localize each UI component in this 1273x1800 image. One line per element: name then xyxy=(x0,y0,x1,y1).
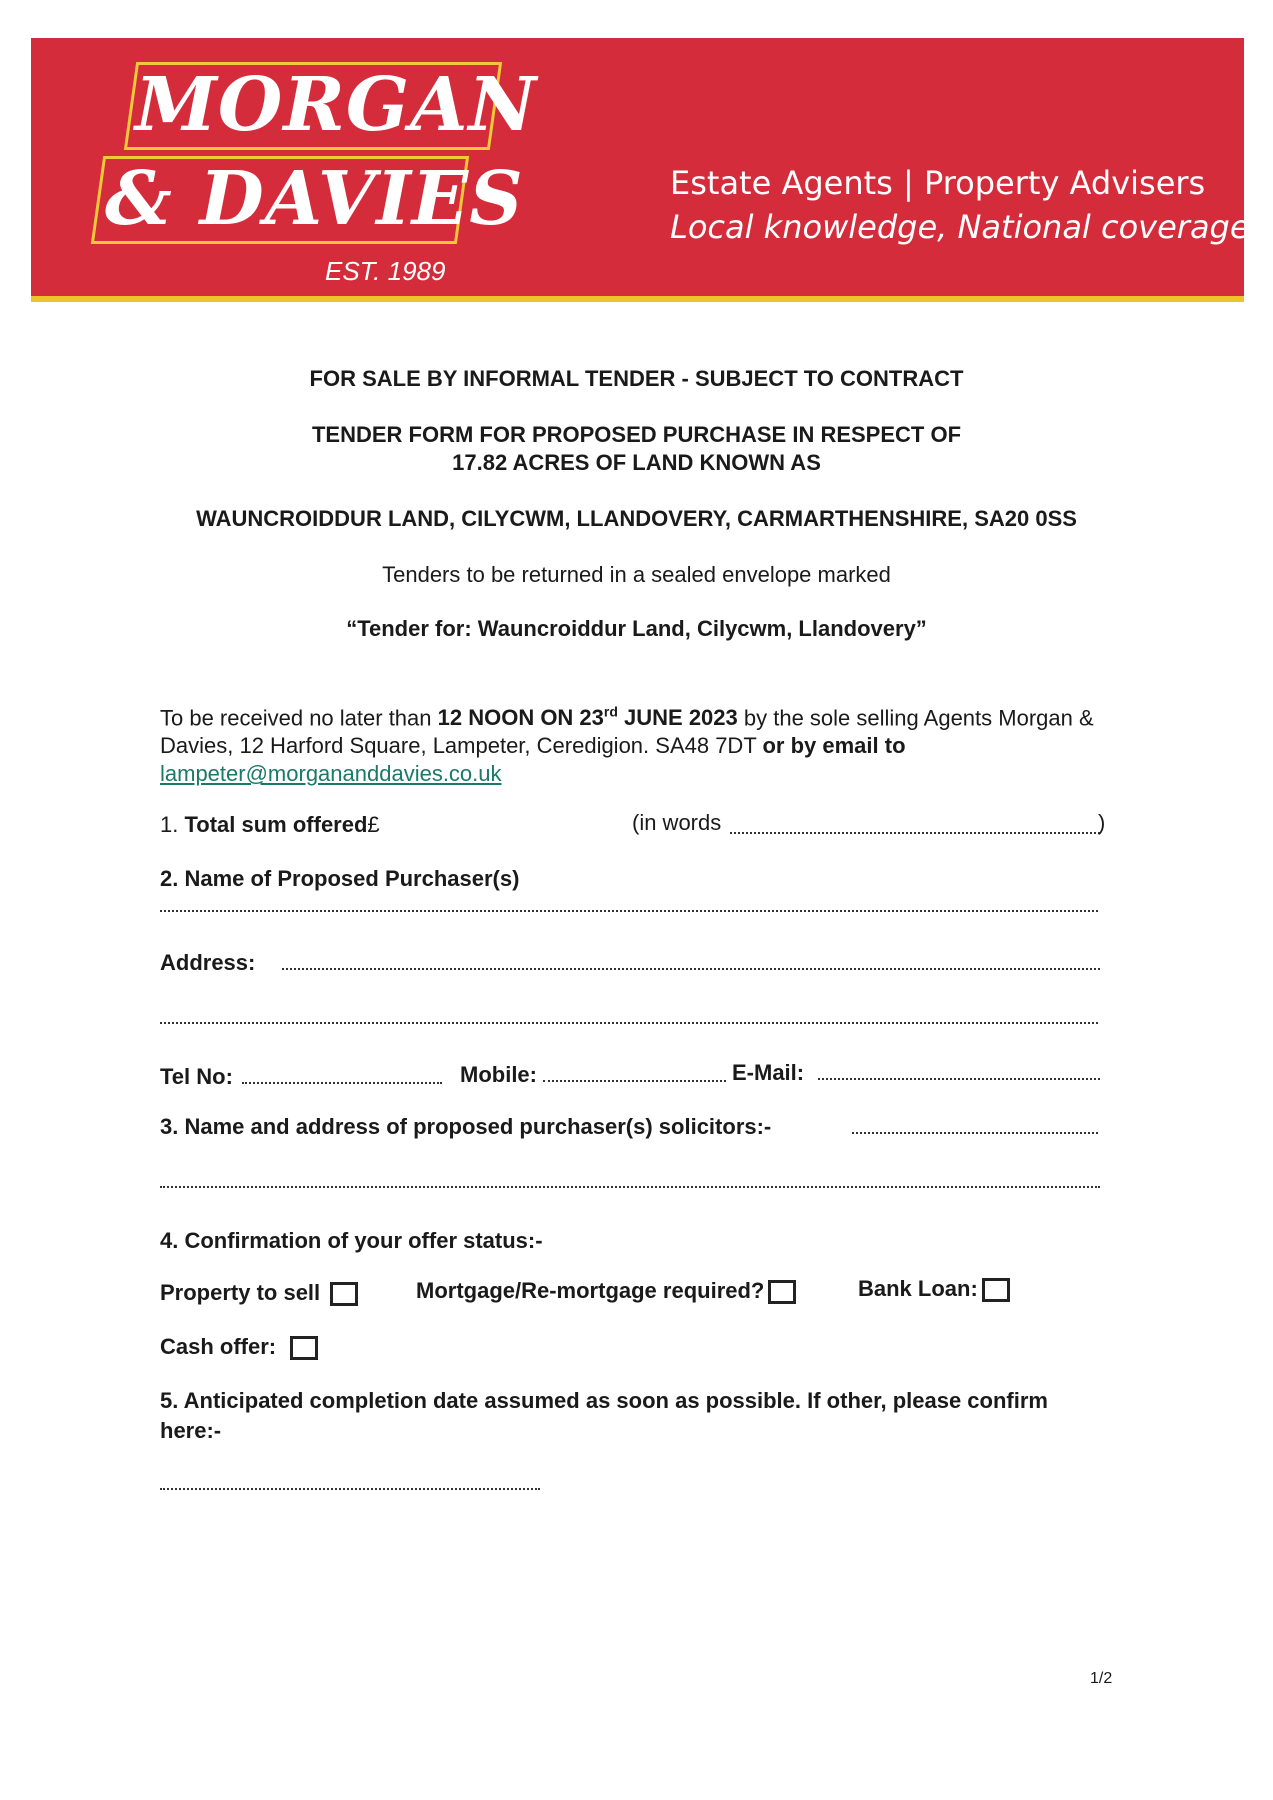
q4-offer-status-label: 4. Confirmation of your offer status:- xyxy=(160,1228,543,1253)
logo-text-morgan: MORGAN xyxy=(135,62,538,148)
solicitors-field-line1[interactable] xyxy=(852,1132,1098,1134)
address-field-line1[interactable] xyxy=(282,968,1100,970)
header-accent-line xyxy=(31,296,1244,302)
q5-completion-date-label: 5. Anticipated completion date assumed as soon as possible. If other, please confirm xyxy=(160,1388,1048,1413)
q3-solicitors-label: 3. Name and address of proposed purchaser(s) solicitors:- xyxy=(160,1114,772,1139)
mortgage-checkbox[interactable] xyxy=(768,1280,796,1304)
q5-here-label: here:- xyxy=(160,1418,222,1443)
tel-label: Tel No: xyxy=(160,1064,233,1089)
heading-tender-form: TENDER FORM FOR PROPOSED PURCHASE IN RESPECT OF xyxy=(311,422,962,447)
mobile-field[interactable] xyxy=(543,1080,726,1082)
email-label: E-Mail: xyxy=(732,1060,805,1085)
option-property-to-sell: Property to sell xyxy=(160,1280,358,1306)
option-cash-offer: Cash offer: xyxy=(160,1334,318,1360)
email-prefix: or by email to xyxy=(762,733,906,759)
option-bank-loan: Bank Loan: xyxy=(858,1276,1010,1302)
return-instructions: Tenders to be returned in a sealed envelope marked xyxy=(382,562,891,587)
property-to-sell-checkbox[interactable] xyxy=(330,1282,358,1306)
q2-purchaser-name-label: 2. Name of Proposed Purchaser(s) xyxy=(160,866,520,891)
property-address: WAUNCROIDDUR LAND, CILYCWM, LLANDOVERY, CARMARTHENSHIRE, SA20 0SS xyxy=(196,506,1077,531)
company-logo xyxy=(85,60,538,286)
mobile-label: Mobile: xyxy=(460,1062,537,1087)
tagline-services: Estate Agents | Property Advisers xyxy=(670,164,1206,202)
bank-loan-checkbox[interactable] xyxy=(982,1278,1010,1302)
tel-field[interactable] xyxy=(242,1082,442,1084)
agent-details: by the sole selling Agents Morgan & Davies, 12 Harford Square, Lampeter, Ceredigion. SA48 7DT xyxy=(160,705,1094,759)
address-field-line2[interactable] xyxy=(160,1022,1098,1024)
completion-date-field[interactable] xyxy=(160,1488,540,1490)
tagline-coverage: Local knowledge, National coverage xyxy=(670,208,1250,246)
purchaser-name-field[interactable] xyxy=(160,910,1098,912)
address-label: Address: xyxy=(160,950,256,975)
heading-informal-tender: FOR SALE BY INFORMAL TENDER - SUBJECT TO CONTRACT xyxy=(309,366,964,391)
option-mortgage: Mortgage/Re-mortgage required? xyxy=(416,1278,796,1304)
deadline-prefix: To be received no later than xyxy=(160,705,438,731)
solicitors-field-line2[interactable] xyxy=(160,1186,1100,1188)
deadline-date: 12 NOON ON 23rd JUNE 2023 xyxy=(437,704,738,731)
deadline-paragraph xyxy=(160,698,1120,788)
page-number: 1/2 xyxy=(1090,1670,1113,1687)
envelope-label: “Tender for: Wauncroiddur Land, Cilycwm, Llandovery” xyxy=(346,616,927,641)
logo-established: EST. 1989 xyxy=(325,256,446,286)
email-field[interactable] xyxy=(818,1078,1100,1080)
agent-email-link[interactable]: lampeter@morgananddavies.co.uk xyxy=(160,761,502,787)
q1-total-sum: 1. Total sum offered£ xyxy=(160,812,380,837)
cash-offer-checkbox[interactable] xyxy=(290,1336,318,1360)
heading-acreage: 17.82 ACRES OF LAND KNOWN AS xyxy=(452,450,821,475)
logo-text-davies: & DAVIES xyxy=(105,156,524,242)
q1-close-paren: ) xyxy=(1098,810,1106,835)
q1-words-field[interactable] xyxy=(730,832,1100,834)
q1-in-words: (in words xyxy=(632,810,722,835)
